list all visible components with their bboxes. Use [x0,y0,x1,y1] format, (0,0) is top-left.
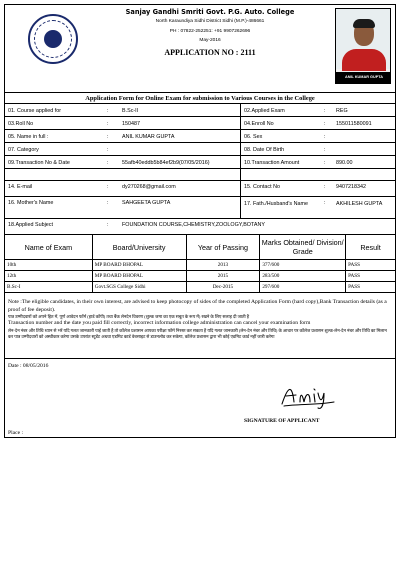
applied-exam-value: REG [336,108,348,114]
table-cell: 377/600 [260,260,346,271]
subject-label: 18.Applied Subject [8,222,53,228]
table-header-row [5,235,396,260]
table-row [5,271,396,282]
application-date: Date : 08/05/2016 [8,363,49,369]
roll-label: 03.Roll No [8,121,34,127]
table-row [5,260,396,271]
table-cell: 297/600 [260,282,346,293]
mother-name-value: SAHGEETA GUPTA [122,200,171,206]
table-cell: 12th [5,271,93,282]
col-header: Result [346,235,396,260]
table-cell: B.Sc-I [5,282,93,293]
note-hindi-2: लेन-देन नंबर और तिथि ध्यान से भरें यदि गलत जानकारी पाई जाती है तो कॉलेज प्रशासन आपका परीक्षा फॉर्म निरस्त कर सकता है यदि गलत जानकारी (लेन-देन नंबर और तिथि) के आधार पर कॉलेज प्रशासन शुल्क-लेन-देन नंबर और तिथि का मिलान कर पात्र उम्मीदवारों को अस्वीकार करेगा उसके उपरांत स्टूडेंट अथवा एडमिट कार्ड वेबसाइट से डाउनलोड कर सकेगा, कॉलेज प्रशासन द्वारा भी कोई एडमिट कार्ड नहीं जारी करेगा [8,327,387,339]
table-row [5,282,396,293]
qualification-table [4,234,396,293]
college-phone: PH : 07822-252251: +91 9907262696 [169,29,251,34]
logo-emblem [44,30,62,48]
application-number: APPLICATION NO : 2111 [164,48,256,57]
table-cell: 10th [5,260,93,271]
col-header: Name of Exam [5,235,93,260]
table-cell: 2015 [186,271,260,282]
applicant-details: 01. Course applied for : B.Sc-II 02.Applied Exam : REG 03.Roll No : 150487 04.Enroll No : 155011580091 05. Name in full : : ANIL KUMAR GUPTA 06. Sex : 07. Category : 08. Date Of Birth : 09.Transaction No & Date : 55afb40eddb5b84ef2b9(07/05/2016) 10.Transaction Amount : 890.00 14. E-mail : dy270268@gmail.com 15. Contact No : 9407218342 16. Mother's Name : SAHGEETA GUPTA 17. Fath./Husband's Name : AKHILESH GUPTA 18.Applied Subject : FOUNDATION COURSE,CHEMISTRY,ZOOLOGY,BOTANY [4,104,396,234]
subject-value: FOUNDATION COURSE,CHEMISTRY,ZOOLOGY,BOTANY [122,222,265,228]
transaction-value: 55afb40eddb5b84ef2b9(07/05/2016) [122,160,210,166]
table-cell: MP BOARD BHOPAL [92,271,186,282]
table-cell: PASS [346,282,396,293]
instructions-note [8,299,392,340]
dob-label: 08. Date Of Birth [244,147,285,153]
enroll-value: 155011580091 [336,121,372,127]
sex-label: 06. Sex [244,134,263,140]
enroll-label: 04.Enroll No [244,121,274,127]
contact-label: 15. Contact No [244,184,280,190]
form-title: Application Form for Online Exam for submission to Various Courses in the College [4,92,396,104]
note-hindi-1: पात्र उम्मीदवारों को अपने हित में, पूर्ण आवेदन फॉर्म (हार्ड कॉपी) तथा बैंक लेनदेन विवरण (शुल्क जमा का एक सबूत के रूप में) रखने के लिए सलाह दी जाती है [8,314,250,320]
table-cell: 2013 [186,260,260,271]
photo-caption: ANIL KUMAR GUPTA [336,72,391,83]
course-value: B.Sc-II [122,108,139,114]
col-header: Year of Passing [186,235,260,260]
college-address: North Karaundiya Sidhi District Sidhi (M.P.)-486661 [155,19,265,24]
mother-name-label: 16. Mother's Name [8,200,54,206]
course-label: 01. Course applied for [8,108,62,114]
col-header: Marks Obtained/ Division/ Grade [260,235,346,260]
category-label: 07. Category [8,147,39,153]
applicant-photo [335,8,391,84]
email-value: dy270268@gmail.com [122,184,176,190]
amount-value: 890.00 [336,160,353,166]
applied-exam-label: 02.Applied Exam [244,108,285,114]
table-cell: PASS [346,260,396,271]
table-cell: MP BOARD BHOPAL [92,260,186,271]
college-name: Sanjay Gandhi Smriti Govt. P.G. Auto. College [125,8,295,16]
name-label: 05. Name in full : [8,134,49,140]
signature-caption: SIGNATURE OF APPLICANT [244,418,320,424]
name-value: ANIL KUMAR GUPTA [122,134,175,140]
table-cell: 283/500 [260,271,346,282]
col-header: Board/University [92,235,186,260]
note-english-1: Note :The eligible candidates, in their own interest, are advised to keep photocopy of sides of the completed Application Form (hard copy),Bank Transaction details (as a proof of fee deposit). [8,299,387,313]
table-cell: Dec-2015 [186,282,260,293]
college-logo-icon [28,14,78,64]
note-english-2: Transaction number and the date you paid fill correctly, incorrect information college administration can cancel your examination form [8,320,311,327]
applicant-signature [278,380,338,410]
contact-value: 9407218342 [336,184,366,190]
father-name-value: AKHILESH GUPTA [336,201,383,207]
email-label: 14. E-mail [8,184,33,190]
table-cell: PASS [346,271,396,282]
roll-value: 150487 [122,121,140,127]
father-name-label: 17. Fath./Husband's Name [244,201,308,207]
amount-label: 10.Transaction Amount [244,160,300,166]
table-cell: Govt.SGS College Sidhi [92,282,186,293]
transaction-label: 09.Transaction No & Date [8,160,70,166]
application-place: Place : [8,430,24,436]
exam-session: May-2016 [199,38,221,43]
